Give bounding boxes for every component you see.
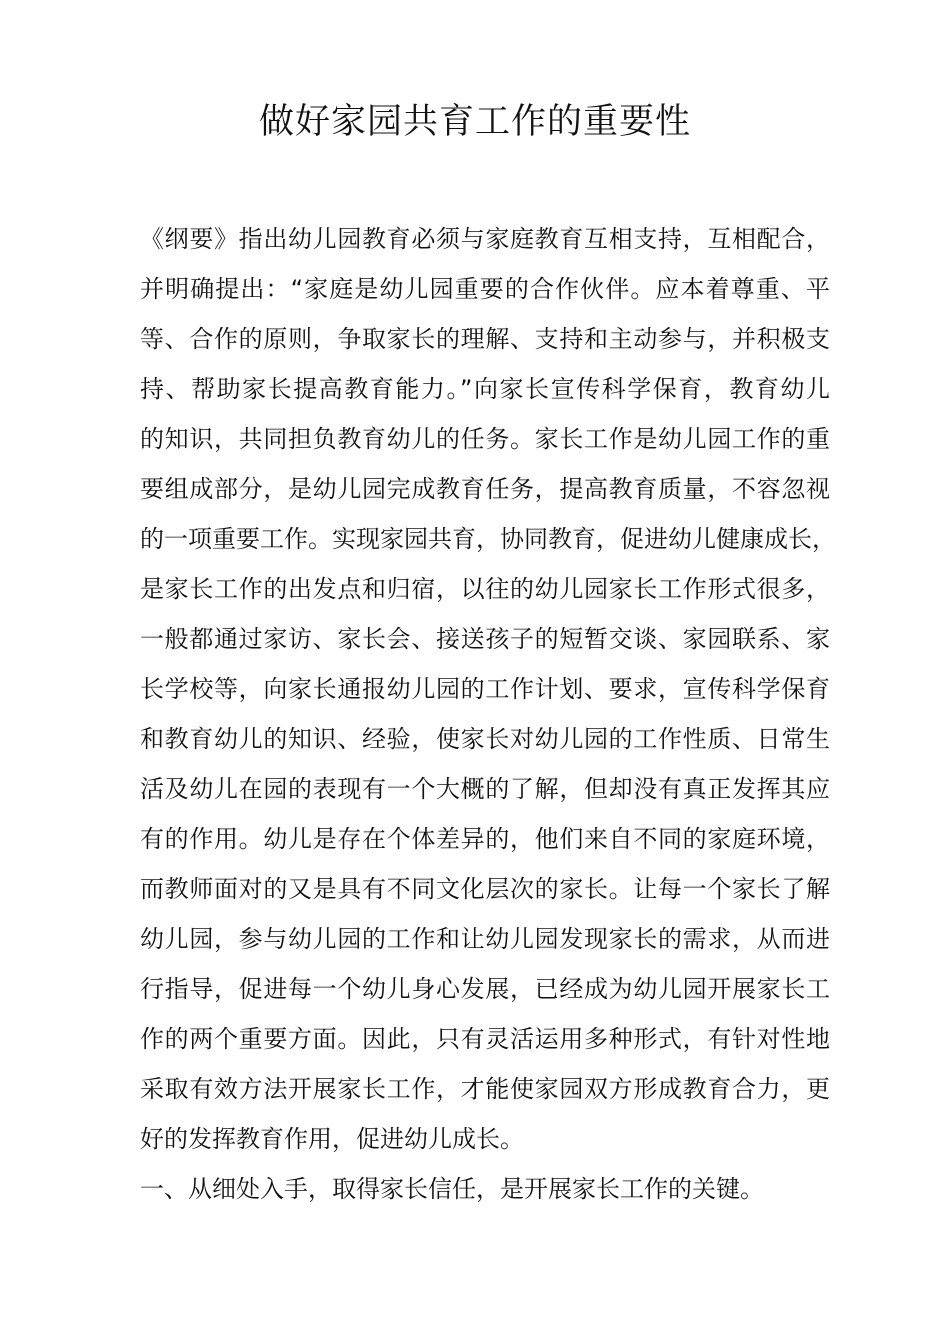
text-line: 有的作用。幼儿是存在个体差异的，他们来自不同的家庭环境， [140, 825, 830, 853]
text-line: 等、合作的原则，争取家长的理解、支持和主动参与，并积极支 [140, 325, 830, 353]
text-line: 采取有效方法开展家长工作，才能使家园双方形成教育合力，更 [140, 1075, 830, 1103]
text-line: 而教师面对的又是具有不同文化层次的家长。让每一个家长了解 [140, 875, 830, 903]
text-line: 要组成部分，是幼儿园完成教育任务，提高教育质量，不容忽视 [140, 475, 830, 503]
text-line: 幼儿园，参与幼儿园的工作和让幼儿园发现家长的需求，从而进 [140, 925, 830, 953]
text-line: 活及幼儿在园的表现有一个大概的了解，但却没有真正发挥其应 [140, 775, 830, 803]
text-line: 《纲要》指出幼儿园教育必须与家庭教育互相支持，互相配合， [140, 225, 830, 253]
text-line: 一般都通过家访、家长会、接送孩子的短暂交谈、家园联系、家 [140, 625, 830, 653]
body-text [140, 214, 836, 1214]
text-line: 并明确提出：“家庭是幼儿园重要的合作伙伴。应本着尊重、平 [140, 275, 830, 303]
text-line: 是家长工作的出发点和归宿，以往的幼儿园家长工作形式很多， [140, 575, 830, 603]
text-line: 作的两个重要方面。因此，只有灵活运用多种形式，有针对性地 [140, 1025, 830, 1053]
document-title: 做好家园共育工作的重要性 [258, 102, 691, 142]
text-line: 的一项重要工作。实现家园共育，协同教育，促进幼儿健康成长， [140, 525, 836, 553]
text-line: 好的发挥教育作用，促进幼儿成长。 [140, 1125, 524, 1153]
section-heading: 一、从细处入手，取得家长信任，是开展家长工作的关键。 [140, 1175, 764, 1203]
text-line: 的知识，共同担负教育幼儿的任务。家长工作是幼儿园工作的重 [140, 425, 830, 453]
text-line: 行指导，促进每一个幼儿身心发展，已经成为幼儿园开展家长工 [140, 975, 830, 1003]
text-line: 和教育幼儿的知识、经验，使家长对幼儿园的工作性质、日常生 [140, 725, 830, 753]
text-line: 持、帮助家长提高教育能力。”向家长宣传科学保育，教育幼儿 [140, 375, 830, 403]
text-line: 长学校等，向家长通报幼儿园的工作计划、要求，宣传科学保育 [140, 675, 830, 703]
